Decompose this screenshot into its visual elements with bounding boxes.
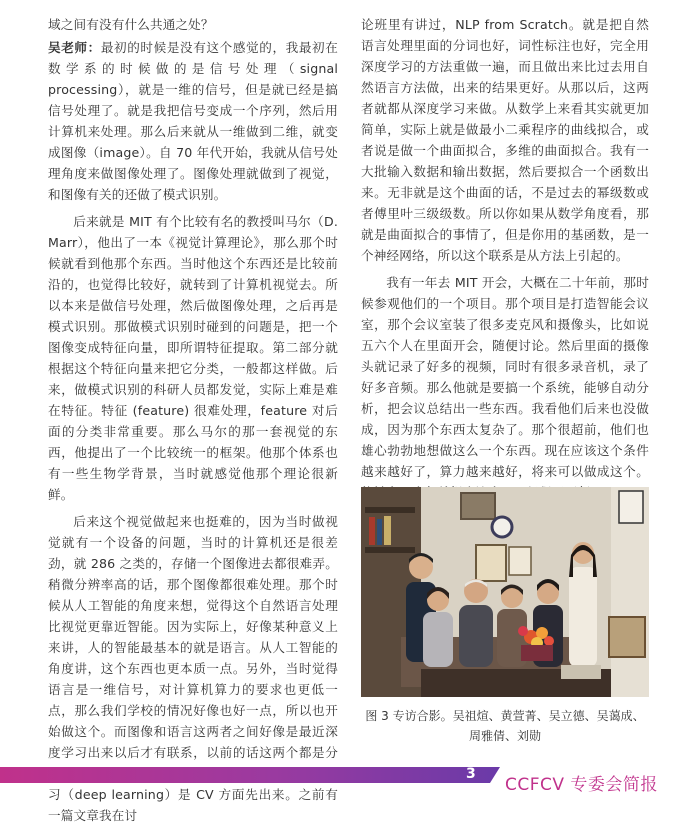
group-photo-illustration	[361, 487, 649, 697]
answer-paragraph-1	[48, 37, 338, 205]
group-photo	[361, 487, 649, 697]
answer-paragraph-4: 论班里有讲过，NLP from Scratch。就是把自然语言处理里面的分词也好，词性标注也好，完全用深度学习的方法重做一遍，而且做出来比过去用自然语言方法做，出来的结果更好。从那以后，这两者就都从深度学习来做。从数学上来看其实就更加简单，实际上就是做最小二乘程序的曲线拟合，或者说是做一个曲面拟合，多维的曲面拟合。我有一大批输入数据和输出数据，然后要拟合一个函数出来。无非就是这个曲面的话，不是过去的幂级数或者傅里叶三级级数。所以你如果从数学角度看，那就是曲面拟合的事情了，但是你用的基函数，是一个神经网络，所以这个联系是从方法上引起的。	[361, 17, 649, 263]
left-column	[48, 14, 338, 828]
right-column	[361, 14, 649, 505]
figure-caption: 图 3 专访合影。吴祖煊、黄萱菁、吴立德、吴蔼成、周雅倩、刘勋	[365, 709, 645, 743]
answer-paragraph-5: 我有一年去 MIT 开会，大概在二十年前，那时候参观他们的一个项目。那个项目是打造智能会议室，那个会议室装了很多麦克风和摄像头，比如说五六个人在里面开会，随便讨论。然后里面的摄像头就记录了好多的视频，同时有很多录音机，录了好多音频。那么他就是要搞一个系统，能够自动分析，把会议总结出一些东西。我看他们后来也没做成，因为那个东西太复杂了。那个很超前，他们也雄心勃勃地想做这么一个东西。现在应该这个条件越来越好了，算力越来越好，将来可以做成这个。	[361, 275, 649, 479]
page-number: 3	[466, 766, 476, 782]
answer-paragraph-3: 后来这个视觉做起来也挺难的，因为当时做视觉就有一个设备的问题，当时的计算机还是很差劲，就 286 之类的，存储一个图像进去都很难弄。稍微分辨率高的话，那个图像都很难处理。那个时候从人工智能的角度来想，觉得这个自然语言处理比视觉更靠近智能。因为实际上，好像某种意义上来讲，人的智能最基本的就是语言。从人工智能的角度讲，这个东西也更本质一点。另外，当时觉得语言是一维信号，对计算机算力的要求也更低一点，那么我们学校的情况好像也好一点，所以也开始做这个。而图像和语言这两者之间好像是最近深度学习出来以后才有联系，以前的话这两个都是分 习（deep learning）是 CV 方面先出来。之前有一篇文章我在讨	[48, 514, 338, 823]
newsletter-brand: CCFCV 专委会简报	[505, 775, 658, 795]
answer-paragraph-2: 后来就是 MIT 有个比较有名的教授叫马尔（D. Marr），他出了一本《视觉计算理论》，那么那个时候就看到他那个东西。当时他这个东西还是比较前沿的，也觉得比较好，就转到了计算机视觉去。所以本来是做信号处理，然后做图像处理，之后再是模式识别。那做模式识别时碰到的问题是，把一个图像变成特征向量，即所谓特征提取。第二部分就根据这个特征向量来把它分类，一般都这样做。后来，做模式识别的科研人员都发觉，实际上难是难在特征。特征 (feature) 很难处理，feature 对后面的分类非常重要。那么马尔的那一套视觉的东西，他提出了一个比较统一的框架。他那个体系也有一些生物学背景，当时就感觉他那个理论很新鲜。	[48, 214, 338, 502]
speaker-label: 吴老师：	[48, 40, 101, 55]
answer-paragraph-1-body: 最初的时候是没有这个感觉的，我最初在数学系的时候做的是信号处理（signal processing），就是一维的信号，但是就已经是搞信号处理了。就是我把信号变成一个序列，然后用计算机来处理。那么后来就从一维做到二维，就变成图像（image）。自 70 年代开始，我就从信号处理角度来做图像处理了。图像处理就做到了视觉，和图像有关的还做了模式识别。	[48, 40, 338, 202]
question-tail: 域之间有没有什么共通之处？	[48, 17, 214, 32]
